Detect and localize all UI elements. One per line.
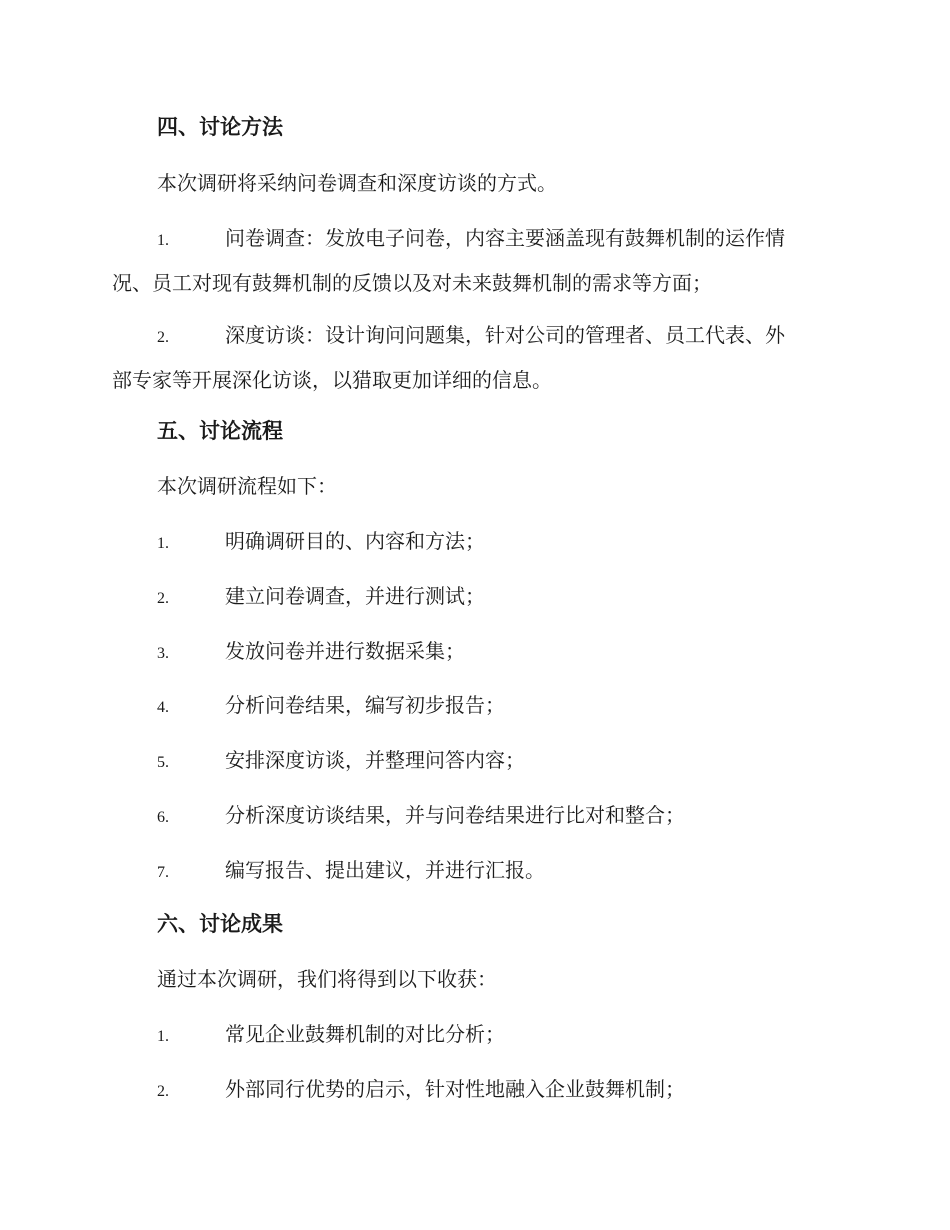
list-item-number: 5.: [157, 754, 169, 771]
list-item-text: 明确调研目的、内容和方法；: [225, 529, 485, 553]
section-intro-results: 通过本次调研，我们将得到以下收获：: [157, 967, 497, 991]
list-item: [157, 800, 685, 833]
list-item-text-continued: 况、员工对现有鼓舞机制的反馈以及对未来鼓舞机制的需求等方面；: [112, 271, 712, 295]
list-item: [157, 745, 525, 778]
list-item-number: 3.: [157, 645, 169, 662]
list-item-text: 安排深度访谈，并整理问答内容；: [225, 748, 525, 772]
section-heading-methods: 四、讨论方法: [157, 114, 283, 139]
list-item: [157, 1074, 685, 1107]
list-item: [112, 217, 842, 304]
list-item-text-continued: 部专家等开展深化访谈，以猎取更加详细的信息。: [112, 368, 552, 392]
list-item-number: 7.: [157, 864, 169, 881]
list-item-text: 深度访谈：设计询问问题集，针对公司的管理者、员工代表、外: [225, 323, 785, 347]
list-item: [157, 581, 485, 614]
list-item-number: 4.: [157, 699, 169, 716]
list-item-number: 1.: [157, 232, 169, 249]
section-intro-methods: 本次调研将采纳问卷调查和深度访谈的方式。: [157, 171, 557, 195]
section-intro-process: 本次调研流程如下：: [157, 474, 337, 498]
list-item-number: 1.: [157, 535, 169, 552]
section-heading-results: 六、讨论成果: [157, 911, 283, 936]
list-item-number: 2.: [157, 329, 169, 346]
section-heading-process: 五、讨论流程: [157, 418, 283, 443]
list-item-text: 外部同行优势的启示，针对性地融入企业鼓舞机制；: [225, 1077, 685, 1101]
list-item-text: 问卷调查：发放电子问卷，内容主要涵盖现有鼓舞机制的运作情: [225, 226, 785, 250]
list-item-number: 2.: [157, 1083, 169, 1100]
list-item-text: 常见企业鼓舞机制的对比分析；: [225, 1022, 505, 1046]
list-item-text: 发放问卷并进行数据采集；: [225, 639, 465, 663]
list-item-text: 分析深度访谈结果，并与问卷结果进行比对和整合；: [225, 803, 685, 827]
list-item-text: 分析问卷结果，编写初步报告；: [225, 693, 505, 717]
list-item: [157, 1019, 505, 1052]
list-item: [157, 636, 465, 669]
list-item-text: 建立问卷调查，并进行测试；: [225, 584, 485, 608]
list-item: [157, 526, 485, 559]
list-item: [157, 690, 505, 723]
list-item-number: 6.: [157, 809, 169, 826]
list-item: [157, 855, 545, 888]
list-item-number: 2.: [157, 590, 169, 607]
list-item: [112, 314, 842, 401]
list-item-number: 1.: [157, 1028, 169, 1045]
list-item-text: 编写报告、提出建议，并进行汇报。: [225, 858, 545, 882]
